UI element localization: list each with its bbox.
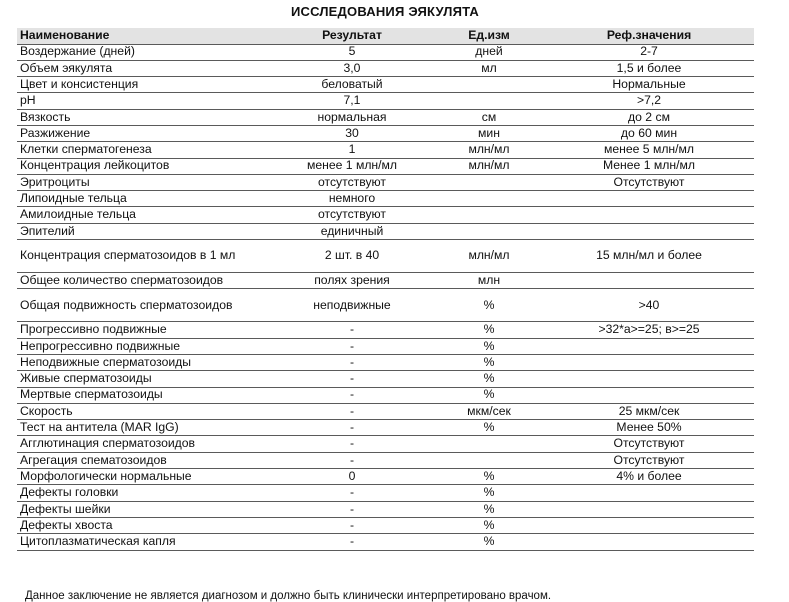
row-result: - — [270, 420, 434, 436]
row-name: Мертвые сперматозоиды — [17, 387, 270, 403]
table-row — [17, 354, 754, 370]
row-reference: 2-7 — [544, 44, 754, 60]
row-name: Липоидные тельца — [17, 191, 270, 207]
table-row — [17, 158, 754, 174]
row-name: Тест на антитела (MAR IgG) — [17, 420, 270, 436]
row-result: - — [270, 534, 434, 550]
row-result: - — [270, 403, 434, 419]
table-row — [17, 77, 754, 93]
row-name: Объем эякулята — [17, 60, 270, 76]
row-unit — [434, 223, 544, 239]
row-result: 7,1 — [270, 93, 434, 109]
row-unit: % — [434, 371, 544, 387]
table-row — [17, 60, 754, 76]
table-row — [17, 207, 754, 223]
row-result: 30 — [270, 125, 434, 141]
row-unit: % — [434, 485, 544, 501]
row-name: Воздержание (дней) — [17, 44, 270, 60]
disclaimer-footer: Данное заключение не является диагнозом и должно быть клинически интерпретировано врачом. — [25, 590, 552, 602]
row-unit: см — [434, 109, 544, 125]
row-result: нормальная — [270, 109, 434, 125]
row-result: единичный — [270, 223, 434, 239]
row-name: pH — [17, 93, 270, 109]
row-unit: % — [434, 289, 544, 322]
table-row — [17, 322, 754, 338]
table-row — [17, 174, 754, 190]
row-unit: мл — [434, 60, 544, 76]
table-header-row — [17, 28, 754, 44]
table-row — [17, 109, 754, 125]
row-result: - — [270, 517, 434, 533]
row-name: Прогрессивно подвижные — [17, 322, 270, 338]
row-unit: млн — [434, 273, 544, 289]
row-name: Амилоидные тельца — [17, 207, 270, 223]
row-result: беловатый — [270, 77, 434, 93]
table-row — [17, 93, 754, 109]
row-unit — [434, 452, 544, 468]
row-unit: % — [434, 387, 544, 403]
row-reference — [544, 207, 754, 223]
row-name: Непрогрессивно подвижные — [17, 338, 270, 354]
row-reference: 4% и более — [544, 469, 754, 485]
row-unit: % — [434, 501, 544, 517]
row-reference — [544, 501, 754, 517]
row-reference: 25 мкм/сек — [544, 403, 754, 419]
table-row — [17, 452, 754, 468]
row-reference — [544, 191, 754, 207]
row-reference: Отсутствуют — [544, 436, 754, 452]
table-row — [17, 240, 754, 273]
header-name: Наименование — [17, 28, 270, 44]
row-reference — [544, 387, 754, 403]
table-row — [17, 223, 754, 239]
row-name: Эритроциты — [17, 174, 270, 190]
row-name: Неподвижные сперматозоиды — [17, 354, 270, 370]
row-name: Концентрация сперматозоидов в 1 мл — [17, 240, 270, 273]
table-row — [17, 289, 754, 322]
row-name: Скорость — [17, 403, 270, 419]
row-name: Живые сперматозоиды — [17, 371, 270, 387]
row-unit: % — [434, 469, 544, 485]
row-result: - — [270, 371, 434, 387]
row-reference: 15 млн/мл и более — [544, 240, 754, 273]
row-reference — [544, 354, 754, 370]
row-reference: Менее 1 млн/мл — [544, 158, 754, 174]
row-unit: мин — [434, 125, 544, 141]
table-row — [17, 469, 754, 485]
row-result: - — [270, 436, 434, 452]
row-result: менее 1 млн/мл — [270, 158, 434, 174]
table-row — [17, 403, 754, 419]
row-name: Концентрация лейкоцитов — [17, 158, 270, 174]
table-row — [17, 191, 754, 207]
row-unit — [434, 207, 544, 223]
row-result: - — [270, 322, 434, 338]
row-result: - — [270, 387, 434, 403]
row-result: неподвижные — [270, 289, 434, 322]
row-name: Цвет и консистенция — [17, 77, 270, 93]
row-result: - — [270, 452, 434, 468]
row-name: Агрегация спематозоидов — [17, 452, 270, 468]
row-reference — [544, 371, 754, 387]
row-reference: до 60 мин — [544, 125, 754, 141]
row-result: - — [270, 338, 434, 354]
row-unit: % — [434, 517, 544, 533]
table-row — [17, 338, 754, 354]
row-unit: % — [434, 534, 544, 550]
row-reference — [544, 534, 754, 550]
row-unit: млн/мл — [434, 158, 544, 174]
row-name: Общая подвижность сперматозоидов — [17, 289, 270, 322]
table-row — [17, 436, 754, 452]
table-row — [17, 44, 754, 60]
row-name: Клетки сперматогенеза — [17, 142, 270, 158]
row-unit — [434, 174, 544, 190]
table-row — [17, 125, 754, 141]
table-row — [17, 420, 754, 436]
table-row — [17, 387, 754, 403]
row-reference — [544, 223, 754, 239]
table-row — [17, 501, 754, 517]
semen-analysis-table — [17, 28, 754, 551]
row-reference: Отсутствуют — [544, 174, 754, 190]
header-reference: Реф.значения — [544, 28, 754, 44]
row-reference — [544, 338, 754, 354]
row-reference — [544, 485, 754, 501]
row-unit — [434, 436, 544, 452]
row-name: Вязкость — [17, 109, 270, 125]
row-result: 5 — [270, 44, 434, 60]
row-reference: >40 — [544, 289, 754, 322]
row-name: Дефекты хвоста — [17, 517, 270, 533]
row-unit — [434, 77, 544, 93]
row-reference — [544, 517, 754, 533]
row-result: - — [270, 354, 434, 370]
table-row — [17, 142, 754, 158]
row-result: - — [270, 485, 434, 501]
report-title: ИССЛЕДОВАНИЯ ЭЯКУЛЯТА — [290, 4, 480, 19]
row-unit: % — [434, 420, 544, 436]
row-unit — [434, 93, 544, 109]
row-result: немного — [270, 191, 434, 207]
row-reference: до 2 см — [544, 109, 754, 125]
row-result: отсутствуют — [270, 207, 434, 223]
row-unit: % — [434, 338, 544, 354]
header-result: Результат — [270, 28, 434, 44]
row-unit: млн/мл — [434, 240, 544, 273]
table-row — [17, 273, 754, 289]
row-result: полях зрения — [270, 273, 434, 289]
row-result: 0 — [270, 469, 434, 485]
row-result: 2 шт. в 40 — [270, 240, 434, 273]
row-name: Агглютинация сперматозоидов — [17, 436, 270, 452]
row-unit: % — [434, 322, 544, 338]
row-name: Дефекты головки — [17, 485, 270, 501]
row-reference: Отсутствуют — [544, 452, 754, 468]
row-unit: млн/мл — [434, 142, 544, 158]
row-unit: дней — [434, 44, 544, 60]
row-name: Эпителий — [17, 223, 270, 239]
row-result: - — [270, 501, 434, 517]
row-reference — [544, 273, 754, 289]
row-name: Разжижение — [17, 125, 270, 141]
row-reference: 1,5 и более — [544, 60, 754, 76]
table-row — [17, 485, 754, 501]
row-name: Цитоплазматическая капля — [17, 534, 270, 550]
row-reference: >7,2 — [544, 93, 754, 109]
row-reference: >32*a>=25; в>=25 — [544, 322, 754, 338]
row-unit: мкм/сек — [434, 403, 544, 419]
table-row — [17, 517, 754, 533]
row-reference: менее 5 млн/мл — [544, 142, 754, 158]
row-result: отсутствуют — [270, 174, 434, 190]
row-unit: % — [434, 354, 544, 370]
row-name: Дефекты шейки — [17, 501, 270, 517]
row-reference: Менее 50% — [544, 420, 754, 436]
table-row — [17, 534, 754, 550]
header-unit: Ед.изм — [434, 28, 544, 44]
row-result: 1 — [270, 142, 434, 158]
row-name: Морфологически нормальные — [17, 469, 270, 485]
row-unit — [434, 191, 544, 207]
table-row — [17, 371, 754, 387]
row-reference: Нормальные — [544, 77, 754, 93]
row-name: Общее количество сперматозоидов — [17, 273, 270, 289]
row-result: 3,0 — [270, 60, 434, 76]
